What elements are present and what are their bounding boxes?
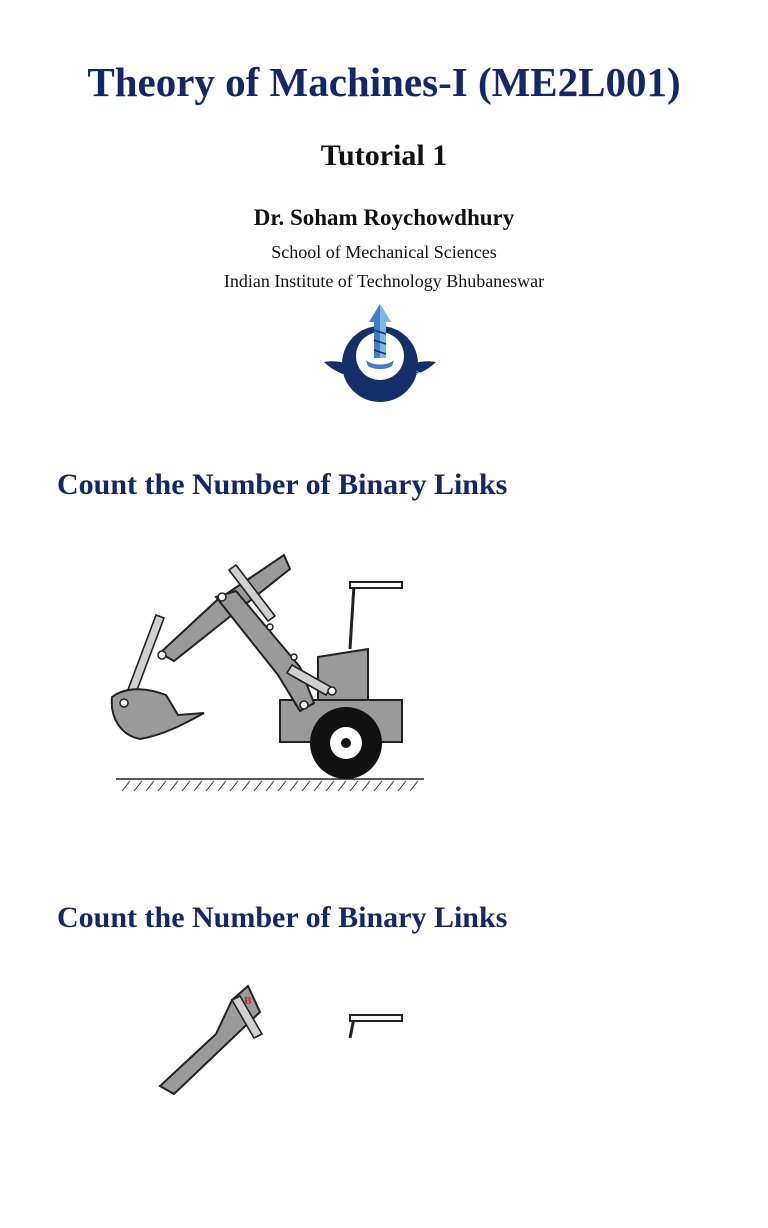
institute-logo-icon bbox=[322, 300, 438, 406]
backhoe-mechanism-labeled-figure bbox=[104, 978, 434, 1228]
point-label-b: B bbox=[244, 995, 252, 1007]
slide-title: Theory of Machines-I (ME2L001) bbox=[87, 59, 681, 105]
section-heading: Count the Number of Binary Links bbox=[57, 468, 508, 501]
section-heading: Count the Number of Binary Links bbox=[57, 901, 508, 934]
logo-ring-text: IAN INSTITUTE OF TECHNOLOGY BHUBANESW bbox=[338, 371, 423, 406]
tutorial-subtitle: Tutorial 1 bbox=[320, 139, 448, 172]
affiliation-institute: Indian Institute of Technology Bhubaneswar bbox=[223, 271, 545, 291]
author-name: Dr. Soham Roychowdhury bbox=[253, 205, 515, 230]
affiliation-school: School of Mechanical Sciences bbox=[271, 242, 497, 262]
backhoe-mechanism-figure bbox=[104, 545, 434, 795]
